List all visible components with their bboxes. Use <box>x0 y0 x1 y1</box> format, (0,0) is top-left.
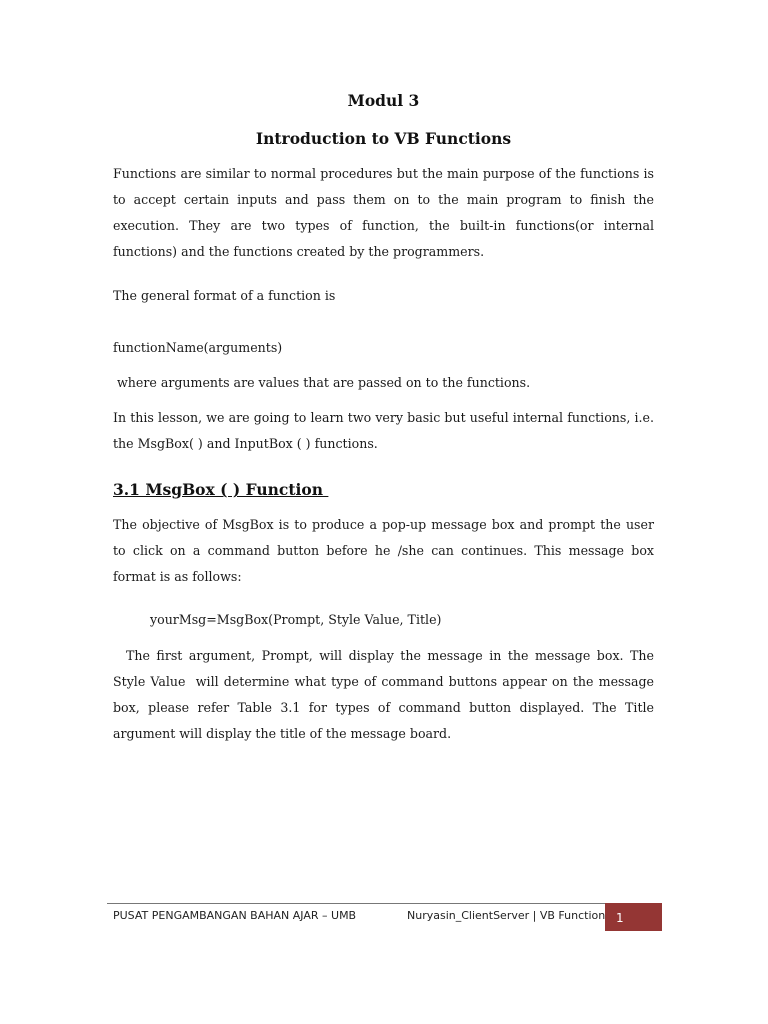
arguments-note: where arguments are values that are passed on to the functions. <box>113 375 531 390</box>
section-heading: 3.1 MsgBox ( ) Function <box>113 480 329 499</box>
footer-course: Nuryasin_ClientServer | VB Function <box>407 909 606 922</box>
function-syntax: functionName(arguments) <box>113 340 283 355</box>
arguments-paragraph: The first argument, Prompt, will display the message in the message box. The Style Value will determine what type of command buttons appear on the message box, please refer Table 3.1 for types of command button displayed. The Title argument will display the title of the message board. <box>113 648 659 741</box>
page-number: 1 <box>616 911 624 925</box>
page-number-badge <box>605 903 662 931</box>
footer-divider <box>107 903 662 904</box>
module-title: Modul 3 <box>347 91 420 110</box>
msgbox-syntax: yourMsg=MsgBox(Prompt, Style Value, Title) <box>150 612 442 627</box>
chapter-title: Introduction to VB Functions <box>255 129 512 148</box>
general-format-label: The general format of a function is <box>113 288 336 303</box>
lesson-paragraph: In this lesson, we are going to learn two very basic but useful internal functions, i.e. the MsgBox( ) and InputBox ( ) functions. <box>113 410 654 451</box>
intro-paragraph: Functions are similar to normal procedures but the main purpose of the functions is to accept certain inputs and pass them on to the main program to finish the execution. They are two types of function, the built-in functions(or internal functions) and the functions created by the programmers. <box>113 166 654 259</box>
footer-institution: PUSAT PENGAMBANGAN BAHAN AJAR – UMB <box>113 909 357 922</box>
msgbox-paragraph: The objective of MsgBox is to produce a pop-up message box and prompt the user to click on a command button before he /she can continues. This message box format is as follows: <box>113 517 654 584</box>
